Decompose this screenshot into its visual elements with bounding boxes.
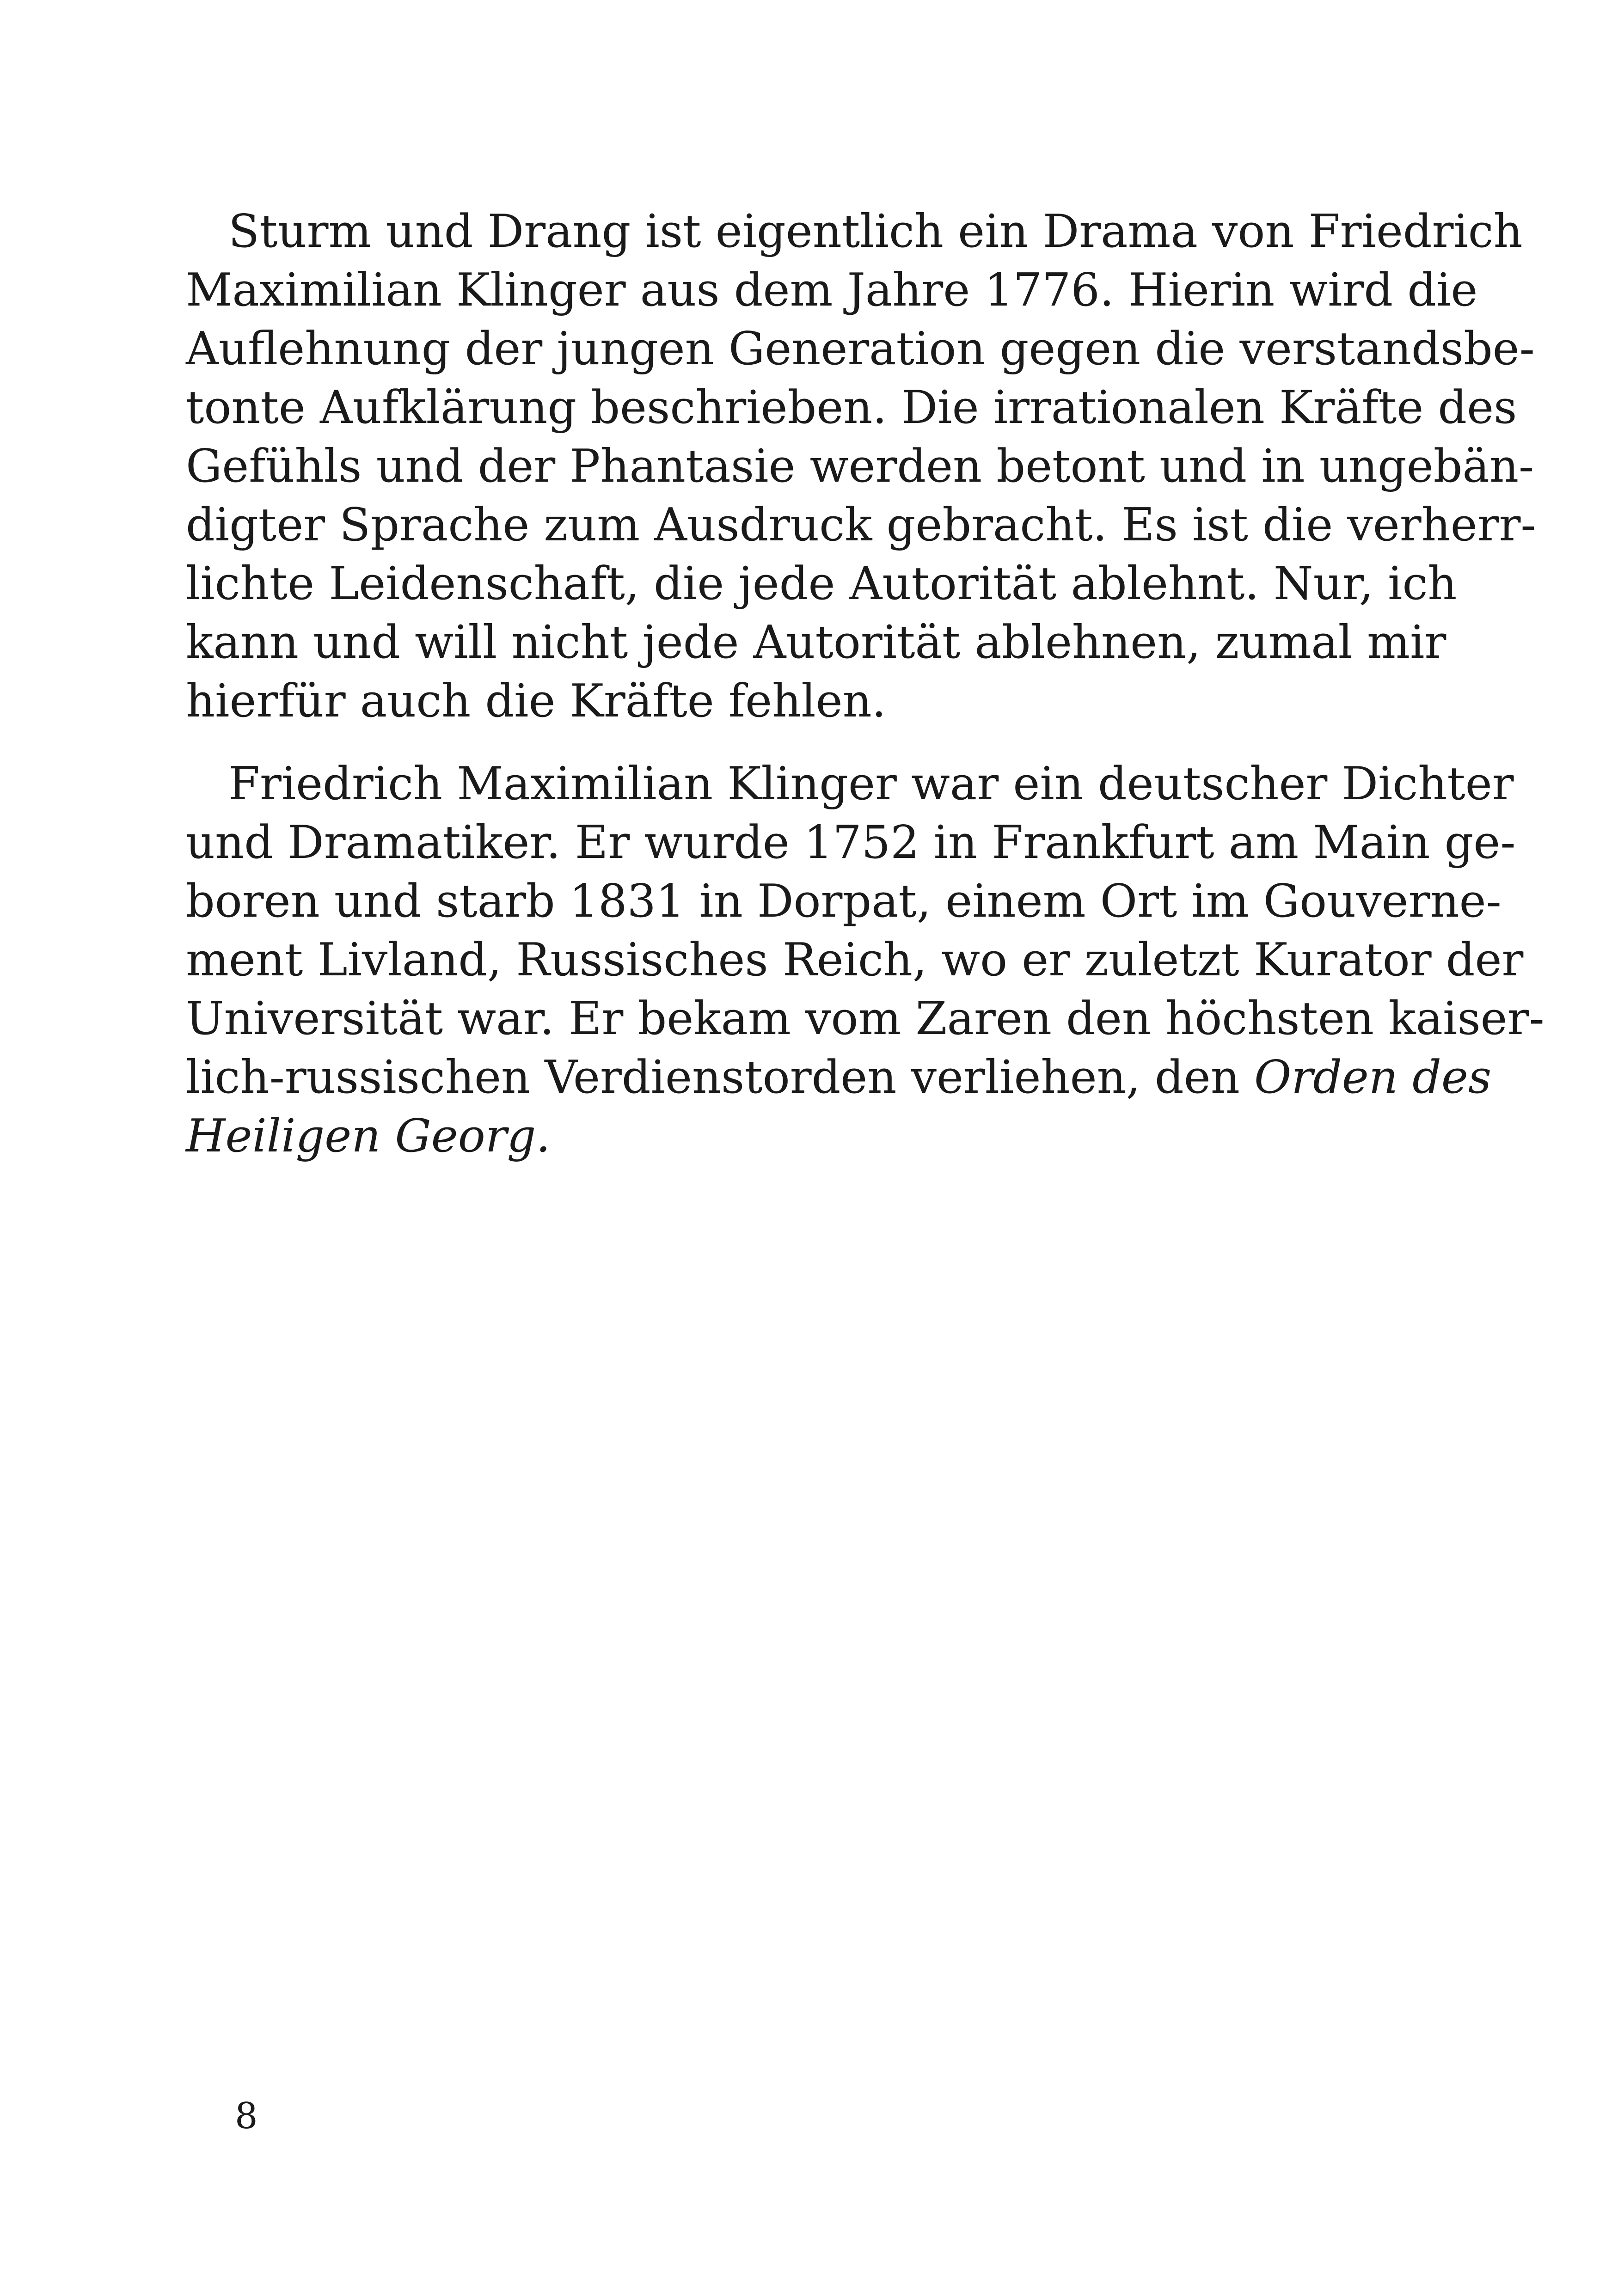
paragraph-line: boren und starb 1831 in Dorpat, einem Ort im Gouverne- bbox=[186, 875, 1502, 928]
italic-title-end: Heiligen Georg. bbox=[186, 1110, 551, 1163]
paragraph-line: hierfür auch die Kräfte fehlen. bbox=[186, 675, 886, 728]
paragraph-line: tonte Aufklärung beschrieben. Die irrationalen Kräfte des bbox=[186, 381, 1517, 434]
paragraph-line: und Dramatiker. Er wurde 1752 in Frankfurt am Main ge- bbox=[186, 816, 1516, 869]
paragraph-line: Friedrich Maximilian Klinger war ein deutscher Dichter bbox=[228, 758, 1514, 810]
paragraph-text: lich-russischen Verdienstorden verliehen, den bbox=[186, 1051, 1240, 1104]
paragraph-2 bbox=[186, 755, 1544, 1166]
italic-title-part: Orden des bbox=[1254, 1051, 1492, 1104]
body-text bbox=[186, 202, 1544, 1190]
paragraph-1 bbox=[186, 202, 1536, 731]
paragraph-line: kann und will nicht jede Autorität ablehnen, zumal mir bbox=[186, 616, 1446, 669]
paragraph-line: Sturm und Drang ist eigentlich ein Drama von Friedrich bbox=[228, 205, 1523, 258]
paragraph-line: Universität war. Er bekam vom Zaren den höchsten kaiser- bbox=[186, 992, 1544, 1045]
paragraph-line: ment Livland, Russisches Reich, wo er zuletzt Kurator der bbox=[186, 934, 1524, 986]
page-number: 8 bbox=[235, 2095, 258, 2137]
paragraph-line: digter Sprache zum Ausdruck gebracht. Es ist die verherr- bbox=[186, 499, 1536, 551]
paragraph-line: Maximilian Klinger aus dem Jahre 1776. Hierin wird die bbox=[186, 264, 1478, 317]
paragraph-line: Auflehnung der jungen Generation gegen die verstandsbe- bbox=[186, 323, 1535, 375]
paragraph-line-mixed bbox=[186, 1048, 1492, 1107]
paragraph-line: lichte Leidenschaft, die jede Autorität ablehnt. Nur, ich bbox=[186, 557, 1457, 610]
paragraph-line: Gefühls und der Phantasie werden betont und in ungebän- bbox=[186, 440, 1534, 493]
